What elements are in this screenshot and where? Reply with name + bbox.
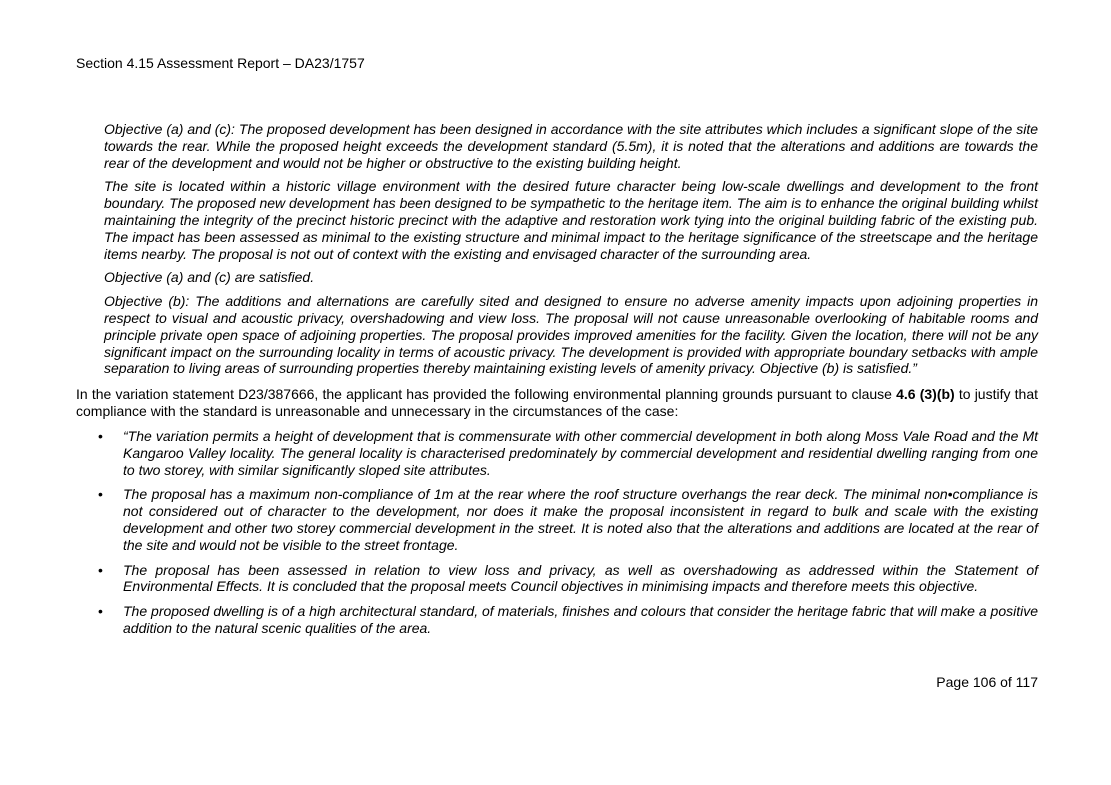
list-item: [76, 603, 1038, 637]
clause-reference: 4.6 (3)(b): [896, 386, 955, 402]
list-item-text: The proposal has been assessed in relation to view loss and privacy, as well as overshadowing as addressed within the Statement of Environmental Effects. It is concluded that the proposal meets Council objectives in minimising impacts and therefore meets this objective.: [123, 561, 1038, 595]
planning-grounds-list: [76, 428, 1038, 645]
list-item-text: “The variation permits a height of development that is commensurate with other commercial development in both along Moss Vale Road and the Mt Kangaroo Valley locality. The general locality is characterised predominately by commercial development and residential dwelling ranging from one to two storey, with similar significantly sloped site attributes.: [123, 428, 1038, 478]
list-item-text: The proposed dwelling is of a high architectural standard, of materials, finishes and colours that consider the heritage fabric that will make a positive addition to the natural scenic qualities of the area.: [123, 603, 1038, 636]
list-item: [76, 562, 1038, 596]
intro-text-before: In the variation statement D23/387666, the applicant has provided the following environmental planning grounds pursuant to clause: [76, 386, 897, 402]
quote-paragraph-objectives-satisfied: Objective (a) and (c) are satisfied.: [104, 269, 315, 286]
quote-paragraph-objective-a-c: Objective (a) and (c): The proposed development has been designed in accordance with the site attributes which includes a significant slope of the site towards the rear. While the proposed height exceeds the development standard (5.5m), it is noted that the alterations and additions are towards the rear of the development and would not be higher or obstructive to the existing building height.: [104, 121, 1038, 171]
quote-paragraph-heritage-context: The site is located within a historic village environment with the desired future character being low-scale dwellings and development to the front boundary. The proposed new development has been designed to be sympathetic to the heritage item. The aim is to enhance the original building whilst maintaining the integrity of the precinct historic precinct with the adaptive and restoration work tying into the original building fabric of the existing pub. The impact has been assessed as minimal to the existing structure and minimal impact to the heritage significance of the streetscape and the heritage items nearby. The proposal is not out of context with the existing and envisaged character of the surrounding area.: [104, 178, 1038, 262]
list-item: [76, 428, 1038, 478]
bullet-icon: •: [98, 486, 103, 503]
bullet-icon: •: [98, 428, 103, 444]
quote-paragraph-objective-b: Objective (b): The additions and alternations are carefully sited and designed to ensure no adverse amenity impacts upon adjoining properties in respect to visual and acoustic privacy, overshadowing and view loss. The proposal will not cause unreasonable overlooking of habitable rooms and principle private open space of adjoining properties. The proposal provides improved amenities for the facility. Given the location, there will not be any significant impact on the surrounding locality in terms of acoustic privacy. The development is provided with appropriate boundary setbacks with ample separation to living areas of surrounding properties thereby maintaining existing levels of amenity privacy. Objective (b) is satisfied.”: [104, 293, 1038, 377]
page-header: Section 4.15 Assessment Report – DA23/1757: [76, 55, 365, 71]
variation-statement-intro: [76, 386, 1038, 420]
page-number: Page 106 of 117: [936, 674, 1038, 690]
list-item: [76, 486, 1038, 553]
list-item-text: The proposal has a maximum non-compliance of 1m at the rear where the roof structure overhangs the rear deck. The minimal non•compliance is not considered out of character to the development, nor does it make the proposal inconsistent in regard to bulk and scale with the existing development and other two storey commercial development in the street. It is noted also that the alterations and additions are located at the rear of the site and would not be visible to the street frontage.: [123, 486, 1038, 553]
intro-text-after: to justify that compliance with the standard is unreasonable and unnecessary in the circumstances of the case:: [76, 386, 1038, 419]
quoted-objectives-block: [104, 121, 1038, 384]
bullet-icon: •: [98, 603, 103, 620]
bullet-icon: •: [98, 561, 103, 578]
